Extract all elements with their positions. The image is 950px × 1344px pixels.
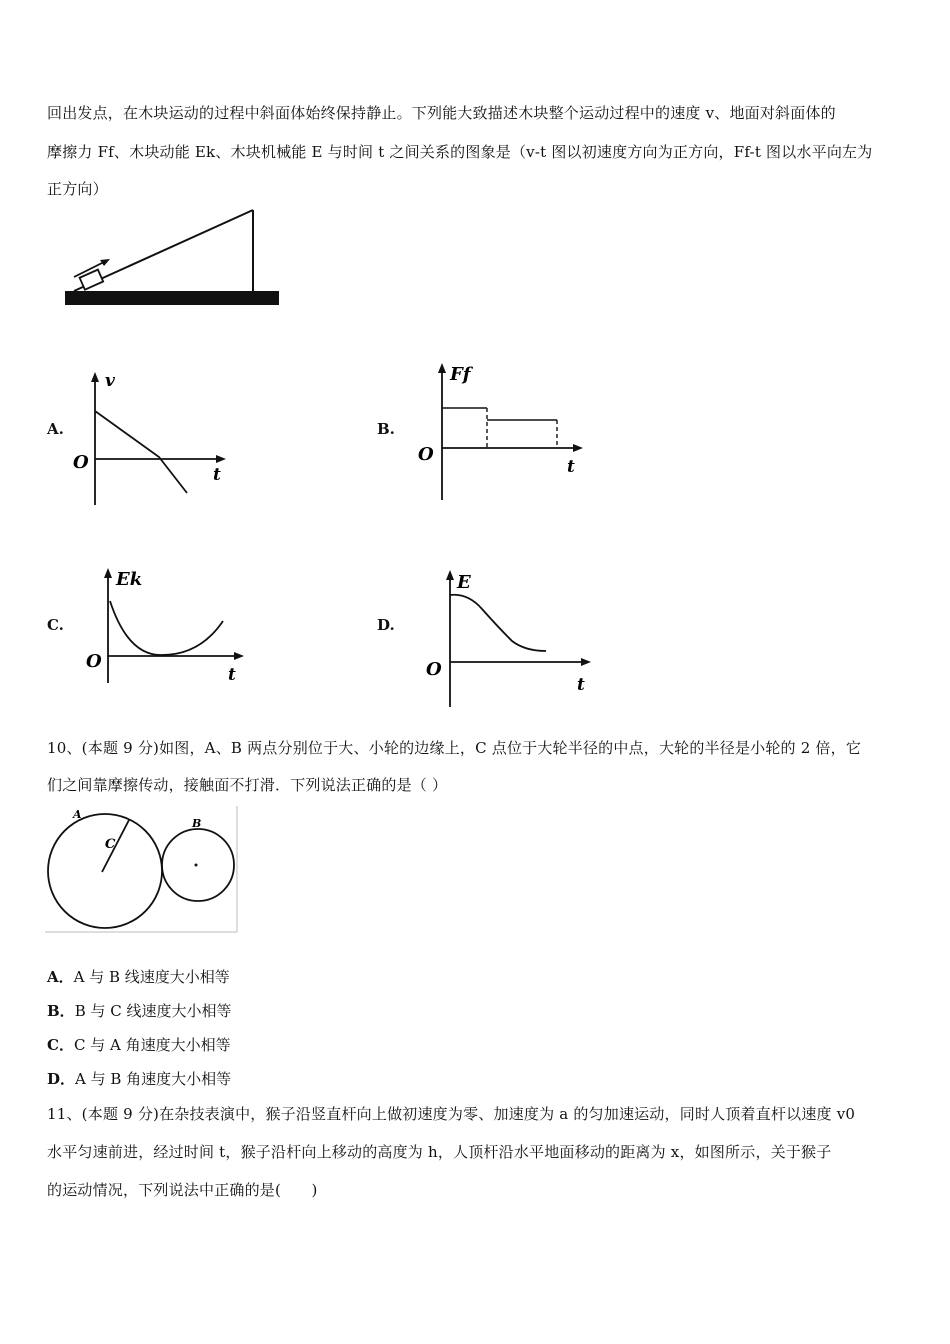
point-a-label: A: [73, 808, 82, 821]
q10-option-a[interactable]: [47, 966, 230, 987]
ground: [65, 291, 279, 305]
graph-d-origin: O: [426, 659, 442, 680]
wheels-figure: [45, 804, 240, 934]
q10-option-c[interactable]: [47, 1034, 231, 1055]
point-c-label: C: [105, 837, 116, 852]
graph-b-ylabel: Ff: [450, 364, 471, 385]
graph-a-origin: O: [73, 452, 89, 473]
q10-option-d-label: D．: [47, 1070, 76, 1088]
graph-b-origin: O: [418, 444, 434, 465]
graph-a-xlabel: t: [213, 465, 221, 485]
option-d-label: D.: [377, 616, 395, 634]
option-a-label: A.: [47, 420, 64, 438]
q10-option-d-text: A 与 B 角速度大小相等: [75, 1070, 232, 1088]
q10-option-b[interactable]: [47, 1000, 232, 1021]
graph-d-et: [420, 565, 600, 710]
q10-option-b-label: B．: [47, 1002, 75, 1020]
q9-line-3: 正方向）: [47, 180, 108, 198]
q11-line-2: 水平匀速前进，经过时间 t，猴子沿杆向上移动的高度为 h，人顶杆沿水平地面移动的距离为 x，如图所示，关于猴子: [47, 1143, 832, 1161]
graph-b-xlabel: t: [567, 457, 575, 477]
graph-c-ekt: [80, 563, 255, 688]
large-wheel: [48, 814, 162, 928]
incline-figure: [60, 205, 285, 315]
q10-option-a-text: A 与 B 线速度大小相等: [73, 968, 230, 986]
velocity-curve: [95, 411, 187, 493]
q11-line-3: 的运动情况，下列说法中正确的是( ): [47, 1181, 318, 1199]
graph-b-fft: [412, 358, 592, 503]
q10-line-1: 10、(本题 9 分)如图，A、B 两点分别位于大、小轮的边缘上，C 点位于大轮半径的中点，大轮的半径是小轮的 2 倍，它: [47, 739, 862, 757]
q10-option-c-text: C 与 A 角速度大小相等: [73, 1036, 231, 1054]
q10-option-b-text: B 与 C 线速度大小相等: [74, 1002, 232, 1020]
point-b-label: B: [192, 817, 202, 830]
q11-line-1: 11、(本题 9 分)在杂技表演中，猴子沿竖直杆向上做初速度为零、加速度为 a 的匀加速运动，同时人顶着直杆以速度 v0: [47, 1105, 856, 1123]
mechanical-energy-curve: [450, 595, 546, 651]
graph-a-ylabel: v: [105, 371, 115, 391]
graph-a-vt: [65, 368, 235, 508]
graph-d-xlabel: t: [577, 675, 585, 695]
q10-option-c-label: C．: [47, 1036, 74, 1054]
kinetic-energy-curve: [110, 601, 223, 655]
option-c-label: C.: [47, 616, 64, 634]
graph-d-ylabel: E: [457, 572, 471, 593]
small-wheel: [162, 829, 234, 901]
q10-line-2: 们之间靠摩擦传动，接触面不打滑．下列说法正确的是（ ）: [47, 776, 448, 794]
q10-option-d[interactable]: [47, 1068, 231, 1089]
graph-c-origin: O: [86, 651, 102, 672]
small-wheel-center: [195, 864, 198, 867]
option-b-label: B.: [377, 420, 395, 438]
q9-line-1: 回出发点，在木块运动的过程中斜面体始终保持静止。下列能大致描述木块整个运动过程中的速度 v、地面对斜面体的: [47, 104, 836, 122]
graph-c-ylabel: Ek: [116, 569, 143, 590]
q10-option-a-label: A．: [47, 968, 74, 986]
graph-c-xlabel: t: [228, 665, 236, 685]
q9-line-2: 摩擦力 Ff、木块动能 Ek、木块机械能 E 与时间 t 之间关系的图象是（v-t 图以初速度方向为正方向，Ff-t 图以水平向左为: [47, 143, 873, 161]
